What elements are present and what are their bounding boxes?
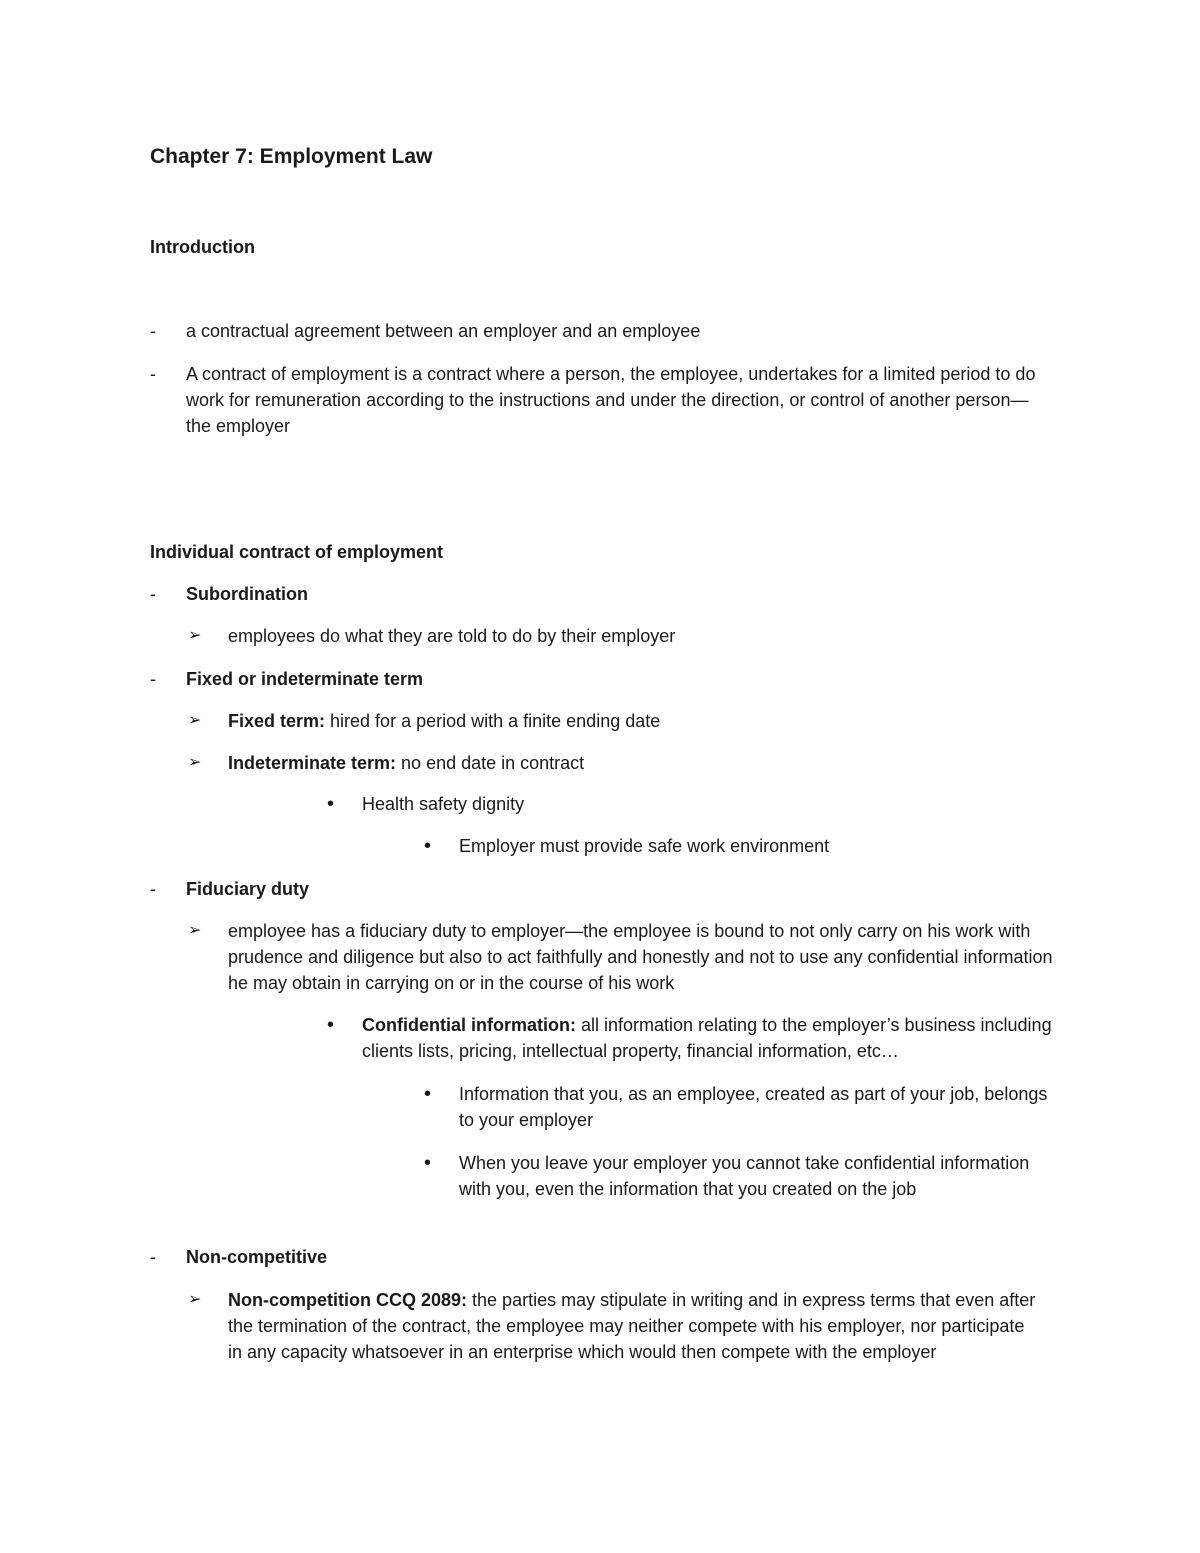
indeterminate-term-label: Indeterminate term:: [228, 753, 397, 773]
confidential-information-text: all information relating to the employer’s business including clients lists, pricing, intellectual property, financial information, etc…: [362, 1015, 1052, 1061]
intro-item: a contractual agreement between an employer and an employee: [186, 321, 701, 341]
bullet-icon: •: [327, 793, 335, 815]
confidential-sub-point: Information that you, as an employee, created as part of your job, belongs to your employer: [459, 1084, 1048, 1130]
arrow-bullet-icon: ➢: [188, 627, 202, 644]
dash-marker: -: [150, 879, 156, 899]
fiduciary-label: Fiduciary duty: [186, 879, 310, 899]
dash-marker: -: [150, 1247, 156, 1267]
bullet-icon: •: [424, 1152, 432, 1174]
term-bullet: Health safety dignity: [362, 794, 525, 814]
noncompete-label: Non-competitive: [186, 1247, 328, 1267]
noncompete-point: [228, 1287, 1043, 1365]
fixed-term-label: Fixed term:: [228, 711, 326, 731]
bullet-icon: •: [424, 835, 432, 857]
term-label: Fixed or indeterminate term: [186, 669, 424, 689]
confidential-sub-point: When you leave your employer you cannot take confidential information with you, even the information that you created on the job: [459, 1153, 1030, 1199]
indeterminate-term-text: no end date in contract: [396, 753, 585, 773]
fixed-term-text: hired for a period with a finite ending date: [325, 711, 661, 731]
arrow-bullet-icon: ➢: [188, 1291, 202, 1308]
arrow-bullet-icon: ➢: [188, 922, 202, 939]
dash-marker: -: [150, 321, 156, 341]
subordination-label: Subordination: [186, 584, 308, 604]
arrow-bullet-icon: ➢: [188, 712, 202, 729]
confidential-information-label: Confidential information:: [362, 1015, 576, 1035]
fixed-term-point: [228, 708, 1048, 734]
dash-marker: -: [150, 364, 156, 384]
intro-item: A contract of employment is a contract where a person, the employee, undertakes for a limited period to do work for remuneration according to the instructions and under the direction, or control of another person—the employer: [186, 364, 1036, 436]
arrow-bullet-icon: ➢: [188, 754, 202, 771]
section-heading-introduction: Introduction: [150, 237, 255, 257]
bullet-icon: •: [424, 1083, 432, 1105]
bullet-icon: •: [327, 1014, 335, 1036]
term-bullet: Employer must provide safe work environment: [459, 836, 830, 856]
indeterminate-term-point: [228, 750, 1048, 776]
fiduciary-point: employee has a fiduciary duty to employer—the employee is bound to not only carry on his work with prudence and diligence but also to act faithfully and honestly and not to use any confidential information he may obtain in carrying on or in the course of his work: [228, 921, 1053, 993]
confidential-information-point: [362, 1012, 1052, 1064]
dash-marker: -: [150, 584, 156, 604]
noncompete-article-text: the parties may stipulate in writing and in express terms that even after the termination of the contract, the employee may neither compete with his employer, nor participate in any capacity whatsoever in an enterprise which would then compete with the employer: [228, 1290, 1036, 1362]
document-title: Chapter 7: Employment Law: [150, 145, 433, 168]
subordination-point: employees do what they are told to do by their employer: [228, 626, 676, 646]
section-heading-individual-contract: Individual contract of employment: [150, 542, 444, 562]
dash-marker: -: [150, 669, 156, 689]
noncompete-article-label: Non-competition CCQ 2089:: [228, 1290, 468, 1310]
